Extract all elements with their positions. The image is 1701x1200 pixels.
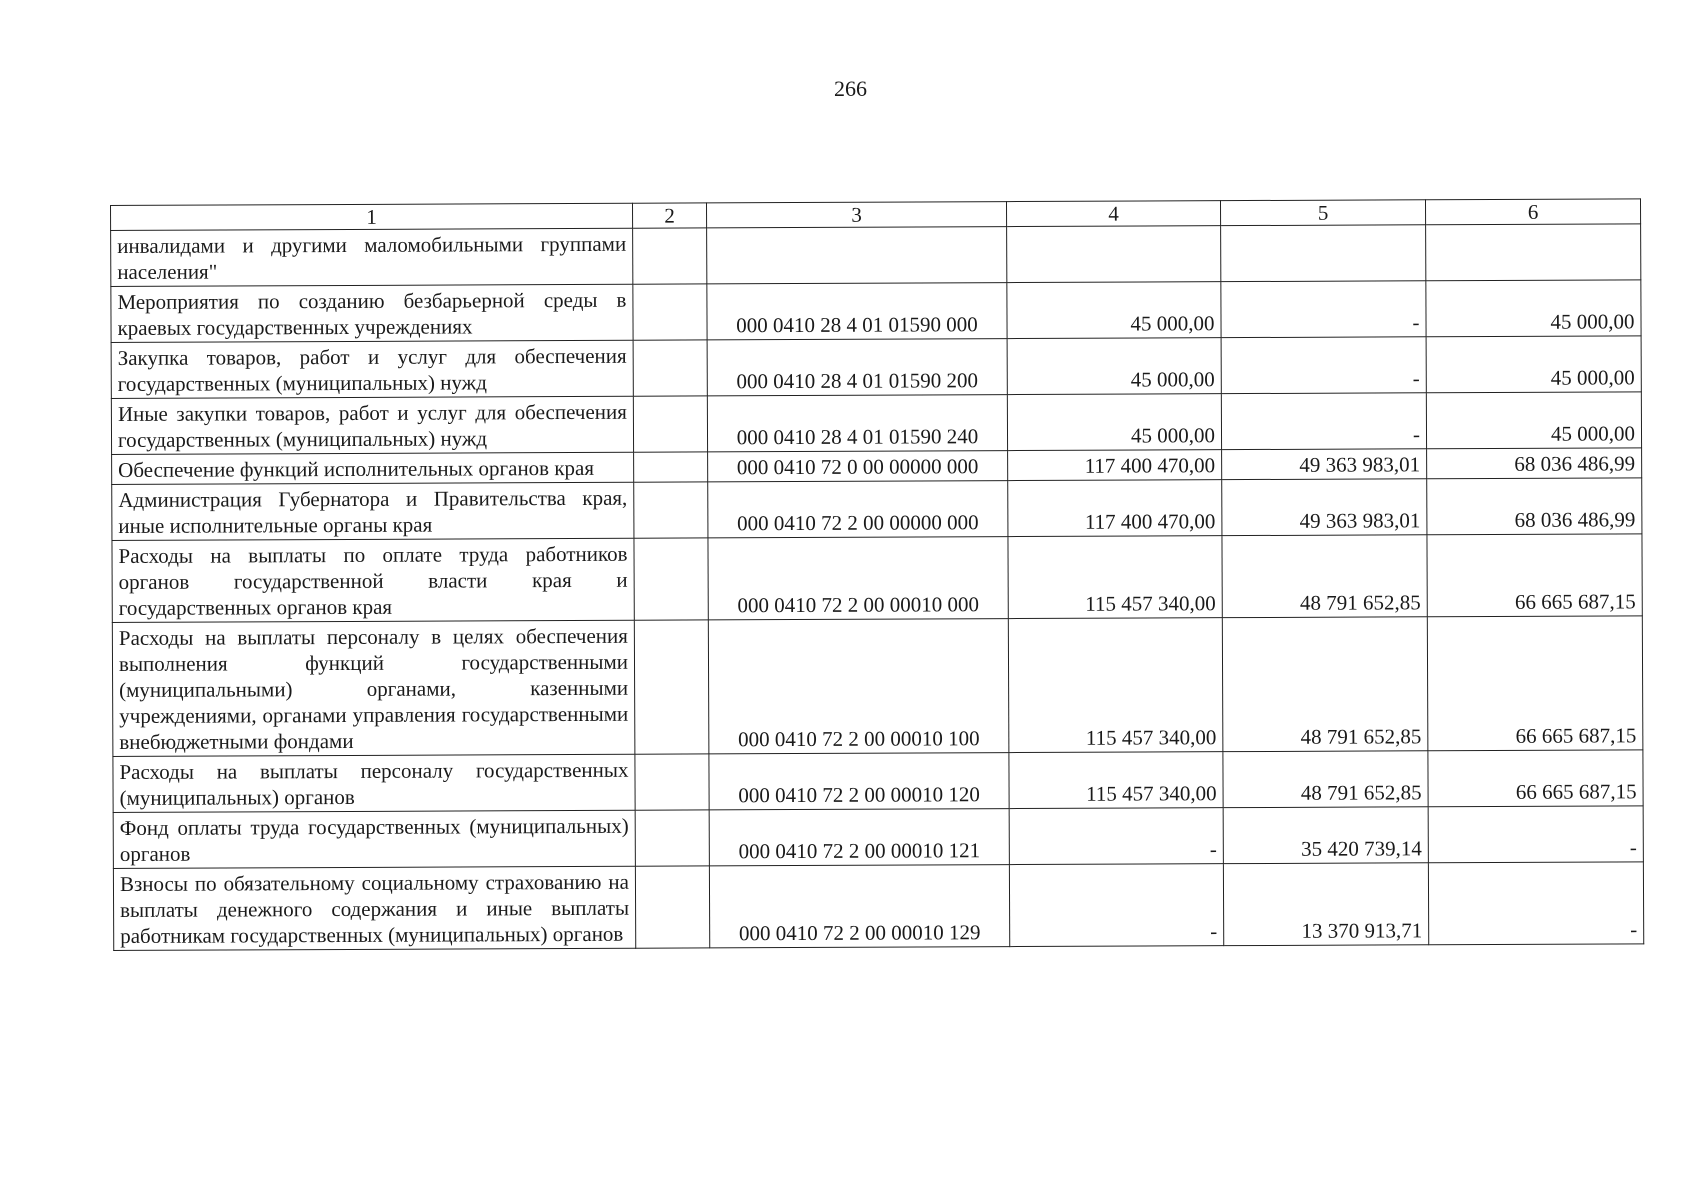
- column-header: 5: [1220, 200, 1425, 226]
- row-code-cell: 000 0410 72 2 00 00000 000: [708, 481, 1008, 538]
- row-value-col6: 68 036 486,99: [1427, 448, 1642, 479]
- row-code-cell: 000 0410 28 4 01 01590 200: [707, 339, 1007, 396]
- row-code-cell: 000 0410 72 2 00 00010 000: [708, 537, 1008, 620]
- row-value-col4: 45 000,00: [1007, 338, 1221, 395]
- row-name-cell: Расходы на выплаты персоналу государственных (муниципальных) органов: [113, 754, 635, 812]
- row-value-col5: -: [1221, 281, 1426, 338]
- row-value-col6: -: [1428, 862, 1643, 945]
- table-row: [111, 280, 1641, 343]
- row-col2-cell: [635, 754, 709, 810]
- row-name-cell: Фонд оплаты труда государственных (муниципальных) органов: [113, 810, 635, 868]
- row-code-cell: 000 0410 72 2 00 00010 100: [708, 619, 1009, 754]
- column-header: 6: [1425, 199, 1640, 225]
- row-value-col4: 117 400 470,00: [1008, 450, 1222, 481]
- row-value-col6: [1426, 224, 1641, 281]
- row-name-cell: Закупка товаров, работ и услуг для обеспечения государственных (муниципальных) нужд: [111, 340, 633, 398]
- table-body: [111, 199, 1644, 951]
- column-header: 3: [706, 202, 1006, 228]
- row-col2-cell: [633, 284, 707, 340]
- budget-table: [110, 198, 1644, 951]
- row-code-cell: 000 0410 72 2 00 00010 120: [709, 753, 1009, 810]
- row-code-cell: 000 0410 28 4 01 01590 000: [707, 283, 1007, 340]
- row-value-col5: 35 420 739,14: [1223, 807, 1428, 864]
- row-name-cell: инвалидами и другими маломобильными группами населения": [111, 228, 633, 286]
- row-code-cell: 000 0410 72 0 00 00000 000: [708, 451, 1008, 482]
- row-col2-cell: [633, 396, 707, 452]
- table-row: [111, 336, 1641, 399]
- row-value-col6: 66 665 687,15: [1427, 616, 1643, 751]
- row-name-cell: Взносы по обязательному социальному страхованию на выплаты денежного содержания и иные выплаты работникам государственных (муниципальных) органов: [113, 866, 635, 950]
- row-value-col4: 115 457 340,00: [1008, 536, 1222, 619]
- row-name-cell: Расходы на выплаты по оплате труда работников органов государственной власти края и государственных органов края: [112, 538, 634, 622]
- row-value-col6: -: [1428, 806, 1643, 863]
- row-name-cell: Иные закупки товаров, работ и услуг для обеспечения государственных (муниципальных) нужд: [111, 396, 633, 454]
- row-value-col5: [1221, 225, 1426, 282]
- table-row: [111, 392, 1641, 455]
- row-code-cell: [707, 227, 1007, 284]
- row-value-col5: 48 791 652,85: [1222, 535, 1427, 618]
- row-col2-cell: [635, 866, 709, 948]
- row-value-col6: 45 000,00: [1426, 336, 1641, 393]
- table-row: [112, 616, 1643, 757]
- row-value-col4: 117 400 470,00: [1008, 480, 1222, 537]
- row-value-col5: -: [1221, 337, 1426, 394]
- row-value-col5: 13 370 913,71: [1223, 863, 1428, 946]
- column-header: 4: [1006, 201, 1220, 227]
- row-value-col4: -: [1009, 808, 1223, 865]
- row-col2-cell: [634, 452, 708, 482]
- row-name-cell: Обеспечение функций исполнительных органов края: [112, 452, 634, 484]
- row-value-col4: 45 000,00: [1007, 282, 1221, 339]
- column-header: 2: [632, 203, 706, 228]
- row-col2-cell: [633, 340, 707, 396]
- row-col2-cell: [633, 228, 707, 284]
- row-value-col5: 48 791 652,85: [1222, 617, 1428, 752]
- row-col2-cell: [634, 482, 708, 538]
- row-value-col5: -: [1221, 393, 1426, 450]
- page-number: 266: [834, 76, 867, 101]
- row-value-col5: 49 363 983,01: [1222, 479, 1427, 536]
- row-value-col6: 45 000,00: [1426, 392, 1641, 449]
- row-value-col4: 115 457 340,00: [1008, 618, 1223, 753]
- row-value-col6: 45 000,00: [1426, 280, 1641, 337]
- row-col2-cell: [635, 810, 709, 866]
- table-row: [112, 534, 1642, 623]
- row-value-col6: 66 665 687,15: [1427, 534, 1642, 617]
- row-value-col4: 45 000,00: [1007, 394, 1221, 451]
- row-col2-cell: [634, 620, 709, 754]
- table-row: [113, 750, 1643, 813]
- row-value-col6: 68 036 486,99: [1427, 478, 1642, 535]
- row-code-cell: 000 0410 72 2 00 00010 121: [709, 809, 1009, 866]
- table-row: [111, 224, 1641, 287]
- row-value-col6: 66 665 687,15: [1428, 750, 1643, 807]
- column-header: 1: [111, 203, 633, 230]
- row-value-col5: 49 363 983,01: [1222, 449, 1427, 480]
- row-name-cell: Администрация Губернатора и Правительства края, иные исполнительные органы края: [112, 482, 634, 540]
- table-row: [113, 806, 1643, 869]
- row-value-col5: 48 791 652,85: [1223, 751, 1428, 808]
- row-col2-cell: [634, 538, 708, 620]
- table-row: [112, 478, 1642, 541]
- row-value-col4: -: [1009, 864, 1223, 947]
- row-code-cell: 000 0410 72 2 00 00010 129: [709, 865, 1009, 948]
- table-row: [113, 862, 1643, 951]
- row-name-cell: Расходы на выплаты персоналу в целях обеспечения выполнения функций государственными (муниципальными) органами, казенными учреждениями, органами управления государственными внебюджетными фондами: [112, 620, 635, 756]
- row-value-col4: [1007, 226, 1221, 283]
- row-value-col4: 115 457 340,00: [1009, 752, 1223, 809]
- row-name-cell: Мероприятия по созданию безбарьерной среды в краевых государственных учреждениях: [111, 284, 633, 342]
- row-code-cell: 000 0410 28 4 01 01590 240: [707, 395, 1007, 452]
